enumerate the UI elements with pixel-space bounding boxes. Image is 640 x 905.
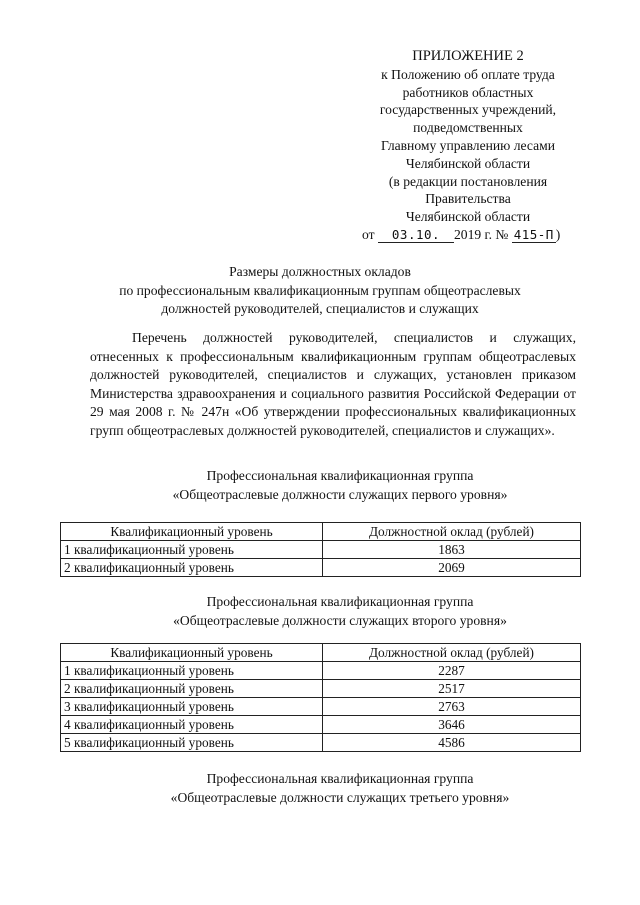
intro-paragraph xyxy=(90,329,576,441)
date-prefix: от xyxy=(362,226,375,242)
heading-line: Размеры должностных окладов xyxy=(229,264,411,279)
column-header-level: Квалификационный уровень xyxy=(61,644,323,662)
salary-table xyxy=(60,643,581,752)
level-cell: 4 квалификационный уровень xyxy=(61,716,323,734)
table-row xyxy=(61,716,581,734)
annex-line: подведомственных xyxy=(413,120,523,136)
heading-line: должностей руководителей, специалистов и служащих xyxy=(161,301,479,316)
group-title-line: «Общеотраслевые должности служащих третьего уровня» xyxy=(170,790,510,805)
group-title-line: «Общеотраслевые должности служащих первого уровня» xyxy=(172,487,508,502)
level-cell: 1 квалификационный уровень xyxy=(61,541,323,559)
table-header-row xyxy=(61,644,581,662)
salary-cell: 3646 xyxy=(323,716,581,734)
level-cell: 3 квалификационный уровень xyxy=(61,698,323,716)
group-title-line: Профессиональная квалификационная группа xyxy=(206,594,474,609)
intro-text: Перечень должностей руководителей, специалистов и служащих, отнесенных к профессиональным квалификационным группам общеотраслевых должностей руководителей, специалистов и служащих, установлен приказом Министерства здравоохранения и социального развития Российской Федерации от 29 мая 2008 г. № 247н «Об утверждении профессиональных квалификационных групп общеотраслевых должностей руководителей, специалистов и служащих». xyxy=(90,330,576,438)
annex-line: (в редакции постановления xyxy=(388,173,548,189)
group-title xyxy=(80,592,600,630)
table-row xyxy=(61,734,581,752)
salary-cell: 2517 xyxy=(323,680,581,698)
group-title xyxy=(80,769,600,807)
table-row xyxy=(61,559,581,577)
table-row xyxy=(61,680,581,698)
document-heading xyxy=(60,263,580,319)
annex-line: работников областных xyxy=(402,84,534,100)
annex-line: Главному управлению лесами xyxy=(380,137,555,153)
decree-number: 415-П xyxy=(513,226,554,242)
level-cell: 1 квалификационный уровень xyxy=(61,662,323,680)
annex-title: ПРИЛОЖЕНИЕ 2 xyxy=(412,48,524,64)
table-row xyxy=(61,662,581,680)
column-header-salary: Должностной оклад (рублей) xyxy=(323,644,581,662)
annex-line: Челябинской области xyxy=(405,155,531,171)
level-cell: 5 квалификационный уровень xyxy=(61,734,323,752)
column-header-level: Квалификационный уровень xyxy=(61,523,323,541)
table-row xyxy=(61,541,581,559)
table-row xyxy=(61,698,581,716)
decree-date-line: от 03.10. 2019 г. № 415-П ) xyxy=(362,226,561,242)
annex-line: Челябинской области xyxy=(405,209,531,225)
annex-header xyxy=(362,48,574,244)
annex-line: Правительства xyxy=(425,191,511,207)
decree-date: 03.10. xyxy=(378,228,454,243)
decree-year: 2019 г. № xyxy=(453,226,509,242)
salary-cell: 2763 xyxy=(323,698,581,716)
level-cell: 2 квалификационный уровень xyxy=(61,559,323,577)
salary-cell: 2069 xyxy=(323,559,581,577)
column-header-salary: Должностной оклад (рублей) xyxy=(323,523,581,541)
annex-line: государственных учреждений, xyxy=(379,102,557,118)
heading-line: по профессиональным квалификационным группам общеотраслевых xyxy=(119,282,521,298)
group-title xyxy=(80,466,600,504)
salary-table xyxy=(60,522,581,577)
group-title-line: Профессиональная квалификационная группа xyxy=(206,468,474,483)
salary-cell: 2287 xyxy=(323,662,581,680)
group-title-line: Профессиональная квалификационная группа xyxy=(206,771,474,786)
salary-cell: 4586 xyxy=(323,734,581,752)
table-header-row xyxy=(61,523,581,541)
annex-line: к Положению об оплате труда xyxy=(381,66,555,82)
level-cell: 2 квалификационный уровень xyxy=(61,680,323,698)
salary-cell: 1863 xyxy=(323,541,581,559)
group-title-line: «Общеотраслевые должности служащих второго уровня» xyxy=(173,613,507,628)
